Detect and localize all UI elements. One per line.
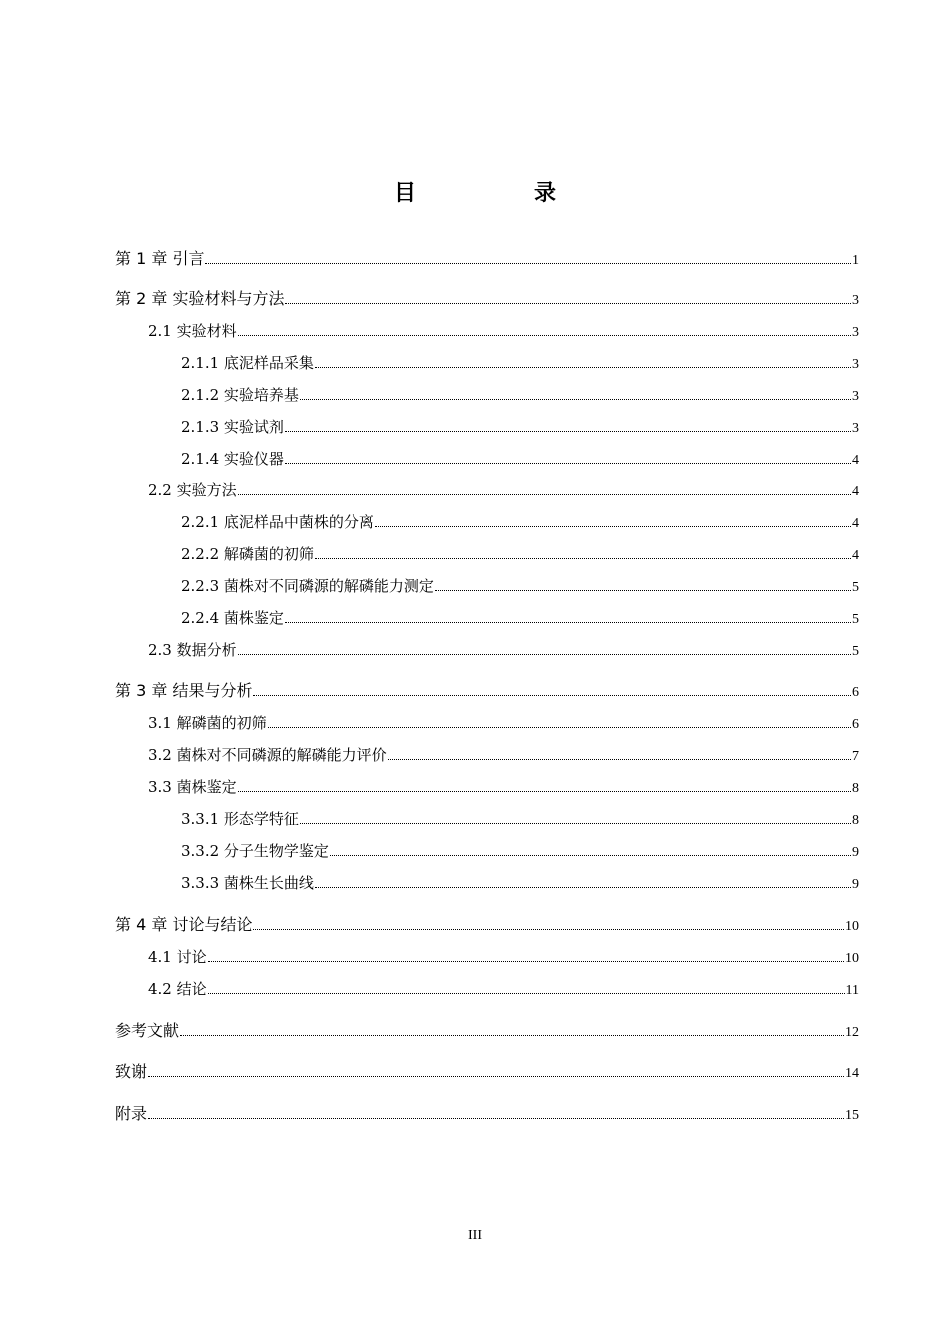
dot-leader xyxy=(330,854,851,856)
toc-entry-label: 参考文献 xyxy=(115,1021,180,1040)
dot-leader xyxy=(208,992,845,994)
toc-entry[interactable] xyxy=(181,381,859,405)
dot-leader xyxy=(435,589,851,591)
toc-entry-label: 2.1 实验材料 xyxy=(148,322,237,340)
toc-entry[interactable] xyxy=(181,349,859,373)
toc-entry[interactable] xyxy=(181,869,859,893)
toc-entry-label: 3.2 菌株对不同磷源的解磷能力评价 xyxy=(148,746,387,764)
toc-entry-page: 12 xyxy=(845,1025,859,1040)
toc-entry-label: 2.2.1 底泥样品中菌株的分离 xyxy=(181,513,374,531)
toc-entry[interactable] xyxy=(115,911,859,935)
toc-entry-page: 4 xyxy=(852,453,859,468)
toc-entry-page: 11 xyxy=(845,983,859,998)
dot-leader xyxy=(388,758,851,760)
dot-leader xyxy=(238,790,851,792)
dot-leader xyxy=(285,462,851,464)
dot-leader xyxy=(238,653,851,655)
toc-entry[interactable] xyxy=(148,943,859,967)
toc-entry-page: 9 xyxy=(852,877,859,892)
toc-entry-page: 15 xyxy=(845,1108,859,1123)
dot-leader xyxy=(300,398,851,400)
toc-entry[interactable] xyxy=(148,476,859,500)
toc-entry-page: 10 xyxy=(845,919,859,934)
toc-entry[interactable] xyxy=(148,636,859,660)
toc-entry-page: 10 xyxy=(845,951,859,966)
dot-leader xyxy=(253,694,851,696)
toc-entry-label: 第 3 章 结果与分析 xyxy=(115,681,253,700)
toc-entry[interactable] xyxy=(181,805,859,829)
dot-leader xyxy=(300,822,851,824)
toc-entry-page: 5 xyxy=(852,612,859,627)
dot-leader xyxy=(238,334,851,336)
toc-entry-label: 附录 xyxy=(115,1104,148,1123)
toc-entry[interactable] xyxy=(115,1017,859,1041)
page-number: III xyxy=(468,1228,482,1243)
toc-entry-label: 3.1 解磷菌的初筛 xyxy=(148,714,267,732)
toc-entry-page: 6 xyxy=(852,717,859,732)
toc-entry-label: 第 1 章 引言 xyxy=(115,249,205,268)
dot-leader xyxy=(205,262,851,264)
dot-leader xyxy=(238,493,851,495)
toc-entry-page: 3 xyxy=(852,325,859,340)
toc-entry[interactable] xyxy=(181,572,859,596)
toc-entry-label: 2.2.2 解磷菌的初筛 xyxy=(181,545,314,563)
toc-entry[interactable] xyxy=(115,1100,859,1124)
toc-entry-label: 第 2 章 实验材料与方法 xyxy=(115,289,285,308)
toc-entry[interactable] xyxy=(148,773,859,797)
toc-entry[interactable] xyxy=(115,677,859,701)
toc-entry-label: 2.3 数据分析 xyxy=(148,641,237,659)
dot-leader xyxy=(148,1075,844,1077)
toc-entry-label: 2.2 实验方法 xyxy=(148,481,237,499)
toc-entry-label: 3.3 菌株鉴定 xyxy=(148,778,237,796)
dot-leader xyxy=(285,621,851,623)
toc-entry-page: 9 xyxy=(852,845,859,860)
toc-entry-label: 2.2.3 菌株对不同磷源的解磷能力测定 xyxy=(181,577,434,595)
toc-entry[interactable] xyxy=(148,317,859,341)
toc-entry-page: 6 xyxy=(852,685,859,700)
toc-entry-label: 2.2.4 菌株鉴定 xyxy=(181,609,284,627)
toc-entry[interactable] xyxy=(148,741,859,765)
toc-entry-page: 4 xyxy=(852,484,859,499)
toc-entry-page: 3 xyxy=(852,389,859,404)
toc-entry-page: 3 xyxy=(852,293,859,308)
toc-title: 目 录 xyxy=(393,181,604,206)
dot-leader xyxy=(148,1117,844,1119)
toc-entry-label: 3.3.1 形态学特征 xyxy=(181,810,299,828)
toc-entry[interactable] xyxy=(148,709,859,733)
toc-entry-page: 3 xyxy=(852,421,859,436)
toc-entry-page: 1 xyxy=(852,253,859,268)
dot-leader xyxy=(315,557,851,559)
toc-entry-label: 4.2 结论 xyxy=(148,980,207,998)
toc-entry[interactable] xyxy=(181,413,859,437)
dot-leader xyxy=(268,726,851,728)
toc-entry[interactable] xyxy=(181,540,859,564)
dot-leader xyxy=(285,430,851,432)
dot-leader xyxy=(285,302,851,304)
toc-entry[interactable] xyxy=(181,837,859,861)
toc-entry-page: 4 xyxy=(852,548,859,563)
toc-entry-page: 3 xyxy=(852,357,859,372)
toc-entry-label: 3.3.2 分子生物学鉴定 xyxy=(181,842,329,860)
dot-leader xyxy=(208,960,844,962)
toc-entry-page: 5 xyxy=(852,580,859,595)
toc-entry-page: 7 xyxy=(852,749,859,764)
toc-entry[interactable] xyxy=(181,445,859,469)
dot-leader xyxy=(375,525,851,527)
dot-leader xyxy=(315,366,851,368)
toc-entry[interactable] xyxy=(115,1058,859,1082)
toc-entry-label: 第 4 章 讨论与结论 xyxy=(115,915,253,934)
dot-leader xyxy=(180,1034,844,1036)
toc-entry[interactable] xyxy=(181,508,859,532)
toc-entry-label: 2.1.2 实验培养基 xyxy=(181,386,299,404)
toc-entry-page: 8 xyxy=(852,781,859,796)
toc-entry-page: 14 xyxy=(845,1066,859,1081)
toc-entry-page: 8 xyxy=(852,813,859,828)
toc-entry-label: 2.1.4 实验仪器 xyxy=(181,450,284,468)
toc-entry[interactable] xyxy=(115,245,859,269)
toc-entry[interactable] xyxy=(148,975,859,999)
toc-entry-label: 3.3.3 菌株生长曲线 xyxy=(181,874,314,892)
toc-entry-label: 2.1.1 底泥样品采集 xyxy=(181,354,314,372)
toc-entry-page: 4 xyxy=(852,516,859,531)
toc-entry-label: 4.1 讨论 xyxy=(148,948,207,966)
toc-entry-label: 致谢 xyxy=(115,1062,148,1081)
dot-leader xyxy=(253,928,844,930)
toc-entry-label: 2.1.3 实验试剂 xyxy=(181,418,284,436)
dot-leader xyxy=(315,886,851,888)
toc-entry[interactable] xyxy=(181,604,859,628)
toc-entry-page: 5 xyxy=(852,644,859,659)
toc-entry[interactable] xyxy=(115,285,859,309)
